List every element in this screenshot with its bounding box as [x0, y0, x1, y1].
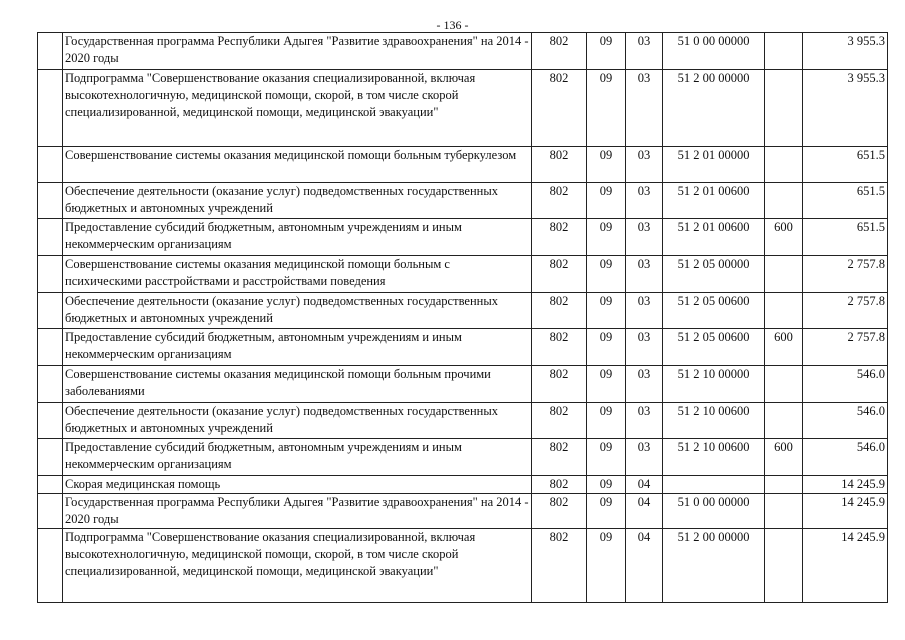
- row-index-cell: [38, 256, 63, 293]
- row-expense-type: [765, 256, 803, 293]
- row-ministry: 802: [532, 183, 587, 219]
- table-row: [38, 256, 888, 293]
- row-expense-type: 600: [765, 329, 803, 366]
- row-amount: 2 757.8: [803, 293, 888, 329]
- row-index-cell: [38, 33, 63, 70]
- row-name: Предоставление субсидий бюджетным, автономным учреждениям и иным некоммерческим организациям: [63, 329, 532, 366]
- row-expense-type: 600: [765, 219, 803, 256]
- row-ministry: 802: [532, 366, 587, 403]
- row-target: [663, 476, 765, 494]
- row-section: 09: [587, 476, 626, 494]
- row-ministry: 802: [532, 219, 587, 256]
- row-section: 09: [587, 183, 626, 219]
- row-expense-type: [765, 147, 803, 183]
- row-amount: 3 955.3: [803, 70, 888, 147]
- row-name: Подпрограмма "Совершенствование оказания специализированной, включая высокотехнологичную, медицинской помощи, скорой, в том числе скорой специализированной, медицинской помощи, медицинской эвакуации": [63, 529, 532, 603]
- row-name: Совершенствование системы оказания медицинской помощи больным прочими заболеваниями: [63, 366, 532, 403]
- row-amount: 14 245.9: [803, 529, 888, 603]
- row-ministry: 802: [532, 329, 587, 366]
- row-target: 51 2 01 00600: [663, 219, 765, 256]
- row-amount: 651.5: [803, 147, 888, 183]
- row-amount: 14 245.9: [803, 494, 888, 529]
- row-ministry: 802: [532, 494, 587, 529]
- row-name: Государственная программа Республики Адыгея "Развитие здравоохранения" на 2014 - 2020 годы: [63, 33, 532, 70]
- table-row: [38, 366, 888, 403]
- row-index-cell: [38, 494, 63, 529]
- row-subsection: 03: [626, 293, 663, 329]
- row-target: 51 2 00 00000: [663, 529, 765, 603]
- row-subsection: 03: [626, 33, 663, 70]
- row-section: 09: [587, 494, 626, 529]
- row-expense-type: [765, 494, 803, 529]
- row-section: 09: [587, 256, 626, 293]
- row-section: 09: [587, 403, 626, 439]
- row-subsection: 03: [626, 403, 663, 439]
- row-subsection: 03: [626, 70, 663, 147]
- row-index-cell: [38, 293, 63, 329]
- row-index-cell: [38, 529, 63, 603]
- row-subsection: 04: [626, 529, 663, 603]
- row-ministry: 802: [532, 256, 587, 293]
- row-expense-type: [765, 529, 803, 603]
- row-index-cell: [38, 219, 63, 256]
- row-name: Скорая медицинская помощь: [63, 476, 532, 494]
- row-amount: 546.0: [803, 366, 888, 403]
- row-subsection: 03: [626, 183, 663, 219]
- row-target: 51 2 05 00000: [663, 256, 765, 293]
- row-section: 09: [587, 147, 626, 183]
- row-section: 09: [587, 439, 626, 476]
- row-target: 51 2 00 00000: [663, 70, 765, 147]
- page-number: - 136 -: [436, 18, 469, 32]
- table-row: [38, 183, 888, 219]
- table-row: [38, 529, 888, 603]
- row-expense-type: [765, 33, 803, 70]
- row-section: 09: [587, 70, 626, 147]
- row-index-cell: [38, 70, 63, 147]
- row-subsection: 03: [626, 219, 663, 256]
- row-ministry: 802: [532, 476, 587, 494]
- row-target: 51 2 01 00000: [663, 147, 765, 183]
- table-row: [38, 70, 888, 147]
- row-target: 51 0 00 00000: [663, 33, 765, 70]
- table-row: [38, 147, 888, 183]
- row-amount: 546.0: [803, 403, 888, 439]
- row-index-cell: [38, 403, 63, 439]
- row-section: 09: [587, 33, 626, 70]
- row-amount: 14 245.9: [803, 476, 888, 494]
- row-ministry: 802: [532, 403, 587, 439]
- row-ministry: 802: [532, 293, 587, 329]
- row-subsection: 04: [626, 476, 663, 494]
- row-expense-type: [765, 293, 803, 329]
- row-subsection: 03: [626, 439, 663, 476]
- row-name: Предоставление субсидий бюджетным, автономным учреждениям и иным некоммерческим организациям: [63, 219, 532, 256]
- table-row: [38, 494, 888, 529]
- row-section: 09: [587, 293, 626, 329]
- row-name: Обеспечение деятельности (оказание услуг) подведомственных государственных бюджетных и автономных учреждений: [63, 293, 532, 329]
- row-ministry: 802: [532, 33, 587, 70]
- row-index-cell: [38, 329, 63, 366]
- row-ministry: 802: [532, 439, 587, 476]
- row-amount: 546.0: [803, 439, 888, 476]
- row-amount: 2 757.8: [803, 329, 888, 366]
- row-amount: 2 757.8: [803, 256, 888, 293]
- row-target: 51 0 00 00000: [663, 494, 765, 529]
- row-target: 51 2 10 00600: [663, 403, 765, 439]
- row-target: 51 2 05 00600: [663, 329, 765, 366]
- table-row: [38, 439, 888, 476]
- table-row: [38, 219, 888, 256]
- row-subsection: 04: [626, 494, 663, 529]
- row-index-cell: [38, 183, 63, 219]
- row-index-cell: [38, 476, 63, 494]
- row-expense-type: [765, 403, 803, 439]
- row-name: Государственная программа Республики Адыгея "Развитие здравоохранения" на 2014 - 2020 годы: [63, 494, 532, 529]
- row-subsection: 03: [626, 147, 663, 183]
- row-target: 51 2 10 00000: [663, 366, 765, 403]
- row-name: Предоставление субсидий бюджетным, автономным учреждениям и иным некоммерческим организациям: [63, 439, 532, 476]
- row-target: 51 2 10 00600: [663, 439, 765, 476]
- row-name: Совершенствование системы оказания медицинской помощи больным туберкулезом: [63, 147, 532, 183]
- row-subsection: 03: [626, 329, 663, 366]
- table-row: [38, 476, 888, 494]
- row-expense-type: 600: [765, 439, 803, 476]
- row-ministry: 802: [532, 147, 587, 183]
- row-amount: 651.5: [803, 183, 888, 219]
- row-ministry: 802: [532, 529, 587, 603]
- row-subsection: 03: [626, 366, 663, 403]
- row-name: Обеспечение деятельности (оказание услуг) подведомственных государственных бюджетных и автономных учреждений: [63, 183, 532, 219]
- row-section: 09: [587, 529, 626, 603]
- row-name: Совершенствование системы оказания медицинской помощи больным с психическими расстройствами и расстройствами поведения: [63, 256, 532, 293]
- row-expense-type: [765, 366, 803, 403]
- row-section: 09: [587, 329, 626, 366]
- row-ministry: 802: [532, 70, 587, 147]
- row-amount: 651.5: [803, 219, 888, 256]
- table-row: [38, 329, 888, 366]
- budget-table: [37, 32, 888, 603]
- row-section: 09: [587, 219, 626, 256]
- row-index-cell: [38, 439, 63, 476]
- row-target: 51 2 05 00600: [663, 293, 765, 329]
- row-expense-type: [765, 70, 803, 147]
- row-amount: 3 955.3: [803, 33, 888, 70]
- row-expense-type: [765, 183, 803, 219]
- row-section: 09: [587, 366, 626, 403]
- table-row: [38, 403, 888, 439]
- row-name: Обеспечение деятельности (оказание услуг) подведомственных государственных бюджетных и автономных учреждений: [63, 403, 532, 439]
- row-expense-type: [765, 476, 803, 494]
- table-row: [38, 293, 888, 329]
- row-target: 51 2 01 00600: [663, 183, 765, 219]
- row-subsection: 03: [626, 256, 663, 293]
- table-row: [38, 33, 888, 70]
- row-name: Подпрограмма "Совершенствование оказания специализированной, включая высокотехнологичную, медицинской помощи, скорой, в том числе скорой специализированной, медицинской помощи, медицинской эвакуации": [63, 70, 532, 147]
- row-index-cell: [38, 366, 63, 403]
- row-index-cell: [38, 147, 63, 183]
